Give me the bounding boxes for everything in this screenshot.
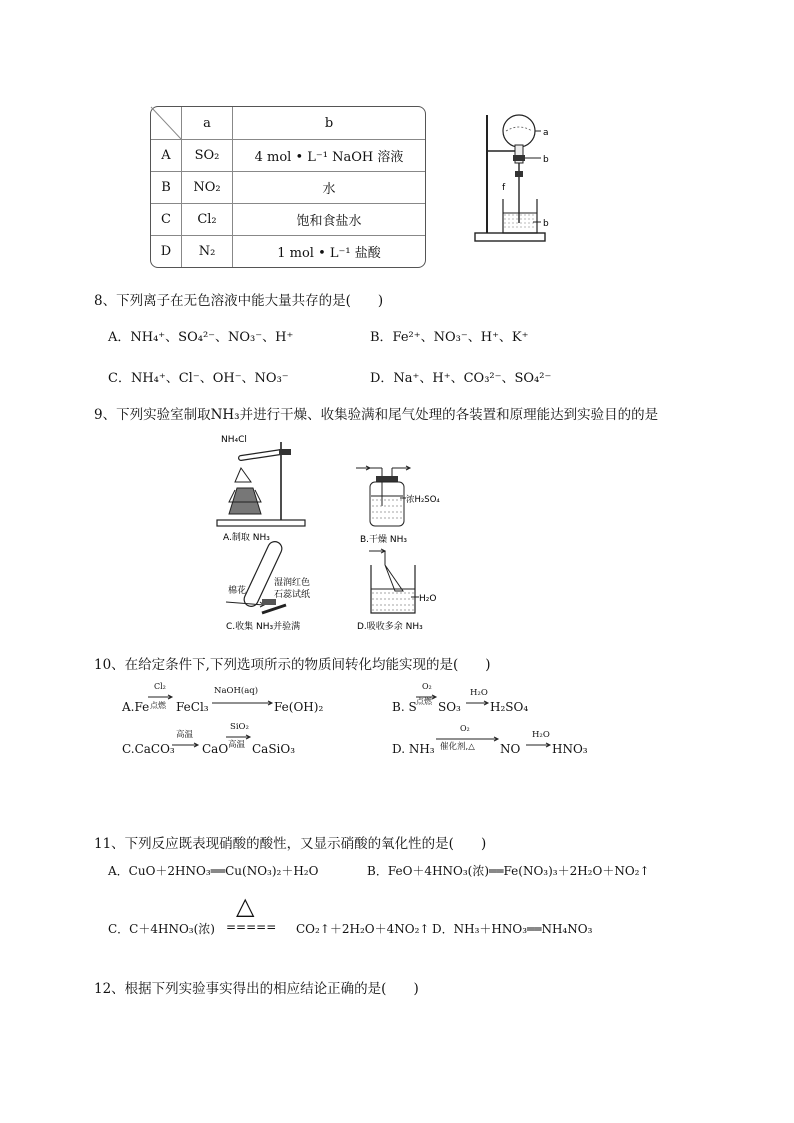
q11-stem: 11、下列反应既表现硝酸的酸性，又显示硝酸的氧化性的是( ) [94, 836, 487, 852]
a-p2: FeCl₃ [176, 700, 209, 714]
q9-figure-c[interactable] [222, 533, 332, 633]
d-c2-top: H₂O [532, 730, 550, 740]
caption-a: A.制取 NH₃ [223, 533, 270, 543]
d-c1-top: O₂ [460, 724, 470, 733]
q8-option-a[interactable]: A．NH₄⁺、SO₄²⁻、NO₃⁻、H⁺ [108, 330, 294, 345]
cotton-label: 棉花 [228, 586, 247, 596]
a-p3: Fe(OH)₂ [274, 700, 324, 714]
b-c1-bot: 点燃 [416, 697, 432, 706]
b-p3: H₂SO₄ [490, 700, 529, 714]
b-p2: SO₃ [438, 700, 461, 714]
b-c2-top: H₂O [470, 688, 488, 698]
diagonal-line [151, 107, 181, 139]
c-p1: C.CaCO₃ [122, 742, 175, 756]
c-p2: CaO [202, 742, 229, 756]
q10-option-a[interactable] [122, 680, 362, 720]
a-p1: A.Fe [122, 700, 150, 714]
row-id: B [151, 172, 182, 204]
caption-d: D.吸收多余 NH₃ [357, 622, 423, 632]
water-label: H₂O [419, 594, 437, 604]
d-p2: NO [500, 742, 521, 756]
row-id: D [151, 236, 182, 267]
row-b: 1 mol • L⁻¹ 盐酸 [277, 246, 381, 262]
q9-figure-a[interactable] [215, 432, 305, 542]
gas-absorbent-table [150, 106, 426, 268]
q11-option-b[interactable]: B．FeO＋4HNO₃(浓)══Fe(NO₃)₃＋2H₂O＋NO₂↑ [367, 864, 650, 878]
c-p3: CaSiO₃ [252, 742, 296, 756]
reagent-label: 浓H₂SO₄ [406, 495, 440, 505]
d-c1-bot: 催化剂,△ [440, 742, 475, 752]
q10-option-c[interactable] [122, 722, 342, 762]
table-corner [151, 107, 182, 140]
row-b: 水 [233, 172, 425, 204]
a-c2-top: NaOH(aq) [214, 686, 259, 696]
c-sign: ===== [226, 920, 277, 934]
q9-figure-d[interactable] [355, 545, 465, 635]
fountain-apparatus-diagram [475, 105, 565, 245]
header-a: a [182, 107, 233, 140]
header-b: b [233, 107, 425, 140]
row-a: N₂ [182, 236, 233, 267]
q11-option-c[interactable] [108, 892, 430, 942]
a-c1-bot: 点燃 [150, 701, 166, 710]
paper-label2: 石蕊试纸 [274, 590, 311, 600]
q11-option-d[interactable]: D．NH₃＋HNO₃══NH₄NO₃ [432, 922, 593, 936]
d-p1: D. NH₃ [392, 742, 435, 756]
q12-stem: 12、根据下列实验事实得出的相应结论正确的是( ) [94, 981, 419, 997]
caption-c: C.收集 NH₃并验满 [226, 622, 301, 632]
q8-option-c[interactable]: C．NH₄⁺、Cl⁻、OH⁻、NO₃⁻ [108, 371, 289, 386]
row-b: 饱和食盐水 [233, 204, 425, 236]
b-c1-top: O₂ [422, 682, 432, 691]
q10-option-b[interactable] [392, 680, 592, 720]
c-c2-top: SiO₂ [230, 722, 249, 732]
b-p1: B. S [392, 700, 417, 714]
c-right: CO₂↑＋2H₂O＋4NO₂↑ [296, 922, 430, 936]
q9-stem: 9、下列实验室制取NH₃并进行干燥、收集验满和尾气处理的各装置和原理能达到实验目的的是 [94, 407, 659, 423]
row-a: SO₂ [182, 140, 233, 172]
paper-label: 湿润红色 [274, 578, 311, 588]
label-b1: b [543, 155, 549, 165]
row-a: Cl₂ [182, 204, 233, 236]
label-f: f [502, 183, 506, 193]
label-a: a [543, 128, 549, 138]
row-id: A [151, 140, 182, 172]
nh4cl-label: NH₄Cl [221, 435, 247, 445]
a-c1-top: Cl₂ [154, 682, 166, 691]
q9-figure-b[interactable] [356, 458, 466, 548]
c-c1-top: 高温 [176, 730, 194, 740]
row-a: NO₂ [182, 172, 233, 204]
q11-option-a[interactable]: A．CuO＋2HNO₃══Cu(NO₃)₂＋H₂O [108, 864, 319, 878]
q8-option-d[interactable]: D．Na⁺、H⁺、CO₃²⁻、SO₄²⁻ [370, 371, 552, 386]
label-b2: b [543, 219, 549, 229]
q8-stem: 8、下列离子在无色溶液中能大量共存的是( ) [94, 293, 384, 309]
q10-stem: 10、在给定条件下,下列选项所示的物质间转化均能实现的是( ) [94, 657, 491, 673]
heat-triangle-icon: △ [236, 892, 255, 920]
row-id: C [151, 204, 182, 236]
row-b: 4 mol • L⁻¹ NaOH 溶液 [233, 140, 425, 172]
c-left: C．C＋4HNO₃(浓) [108, 922, 215, 936]
d-p3: HNO₃ [552, 742, 588, 756]
q8-option-b[interactable]: B．Fe²⁺、NO₃⁻、H⁺、K⁺ [370, 330, 529, 345]
caption-b: B.干燥 NH₃ [360, 535, 408, 545]
c-c2-bot: 高温 [228, 740, 246, 750]
q10-option-d[interactable] [392, 722, 612, 762]
